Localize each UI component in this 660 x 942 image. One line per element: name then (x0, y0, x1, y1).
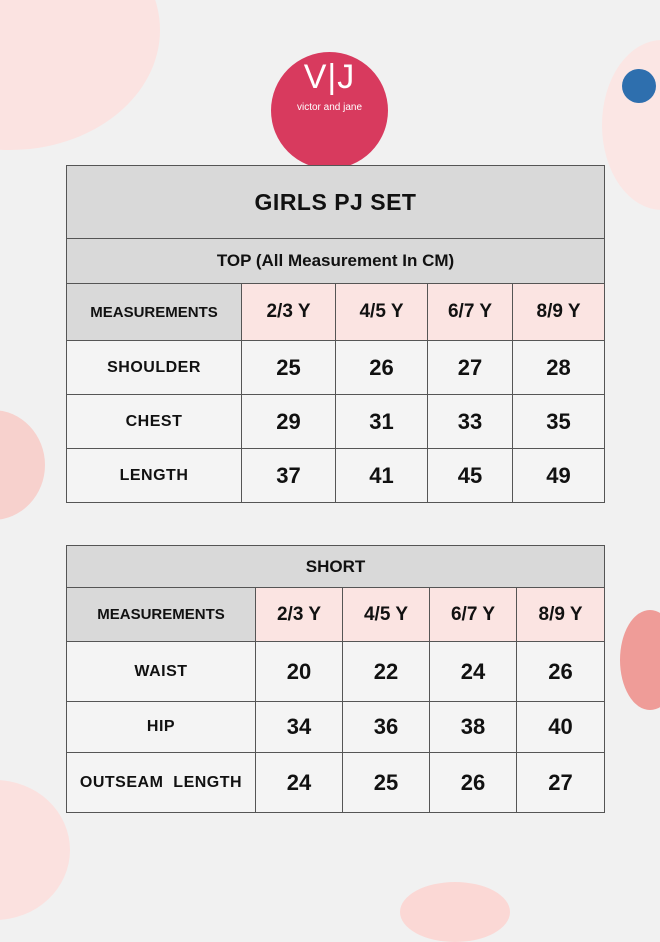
measurements-header: MEASUREMENTS (67, 588, 256, 642)
size-header: 6/7 Y (428, 284, 513, 341)
table-row (67, 449, 605, 503)
decorative-blob (0, 780, 70, 920)
table-cell: 45 (428, 449, 513, 503)
table-row (67, 395, 605, 449)
short-size-table (66, 545, 605, 813)
logo-brand-name: victor and jane (296, 102, 363, 113)
table-row (67, 753, 605, 813)
size-header: 4/5 Y (343, 588, 430, 642)
size-header: 8/9 Y (513, 284, 605, 341)
logo-mark: V|J (303, 58, 356, 96)
table-title: SHORT (67, 546, 605, 588)
table-cell: 38 (430, 702, 517, 753)
table-cell: 25 (343, 753, 430, 813)
table-cell: 33 (428, 395, 513, 449)
brand-logo (271, 52, 388, 169)
table-cell: 41 (336, 449, 428, 503)
row-label: OUTSEAM LENGTH (67, 753, 256, 813)
table-cell: 25 (242, 341, 336, 395)
logo-dot-icon (622, 69, 656, 103)
row-label: LENGTH (67, 449, 242, 503)
table-cell: 36 (343, 702, 430, 753)
decorative-blob (602, 40, 660, 210)
size-header: 2/3 Y (256, 588, 343, 642)
table-cell: 29 (242, 395, 336, 449)
table-row (67, 341, 605, 395)
size-header: 6/7 Y (430, 588, 517, 642)
table-title: GIRLS PJ SET (67, 166, 605, 239)
table-cell: 37 (242, 449, 336, 503)
decorative-blob (0, 410, 45, 520)
table-cell: 26 (517, 642, 605, 702)
table-cell: 26 (430, 753, 517, 813)
row-label: WAIST (67, 642, 256, 702)
table-cell: 22 (343, 642, 430, 702)
row-label: SHOULDER (67, 341, 242, 395)
table-cell: 31 (336, 395, 428, 449)
table-cell: 26 (336, 341, 428, 395)
table-cell: 24 (430, 642, 517, 702)
decorative-blob (0, 0, 160, 150)
top-size-table (66, 165, 605, 503)
table-cell: 49 (513, 449, 605, 503)
table-row (67, 642, 605, 702)
table-cell: 40 (517, 702, 605, 753)
table-cell: 27 (428, 341, 513, 395)
table-cell: 28 (513, 341, 605, 395)
size-header: 4/5 Y (336, 284, 428, 341)
table-row (67, 702, 605, 753)
size-header: 2/3 Y (242, 284, 336, 341)
table-cell: 20 (256, 642, 343, 702)
row-label: HIP (67, 702, 256, 753)
decorative-blob (620, 610, 660, 710)
table-subtitle: TOP (All Measurement In CM) (67, 239, 605, 284)
row-label: CHEST (67, 395, 242, 449)
decorative-blob (400, 882, 510, 942)
measurements-header: MEASUREMENTS (67, 284, 242, 341)
table-cell: 34 (256, 702, 343, 753)
table-cell: 27 (517, 753, 605, 813)
table-cell: 35 (513, 395, 605, 449)
table-cell: 24 (256, 753, 343, 813)
size-header: 8/9 Y (517, 588, 605, 642)
